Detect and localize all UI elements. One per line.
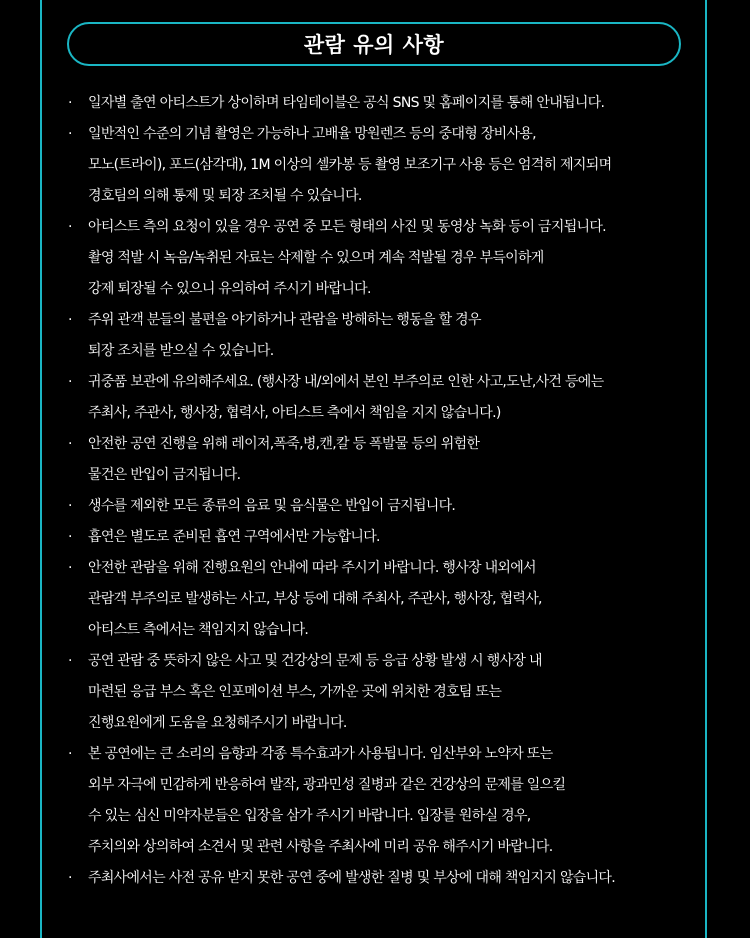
bullet-icon: ·	[68, 219, 73, 235]
notice-line: 생수를 제외한 모든 종류의 음료 및 음식물은 반입이 금지됩니다.	[88, 498, 456, 514]
notice-line: 본 공연에는 큰 소리의 음향과 각종 특수효과가 사용됩니다. 임산부와 노약자 또는	[88, 746, 553, 762]
notice-item	[68, 305, 688, 367]
bullet-icon: ·	[68, 529, 73, 545]
notice-line: 주치의와 상의하여 소견서 및 관련 사항을 주최사에 미리 공유 해주시기 바랍니다.	[88, 839, 553, 855]
notice-item	[68, 522, 688, 553]
bullet-icon: ·	[68, 870, 73, 886]
bullet-icon: ·	[68, 374, 73, 390]
notice-item	[68, 553, 688, 646]
notice-item	[68, 212, 688, 305]
bullet-icon: ·	[68, 436, 73, 452]
notice-line: 강제 퇴장될 수 있으니 유의하여 주시기 바랍니다.	[88, 281, 371, 297]
notice-line: 귀중품 보관에 유의해주세요. (행사장 내/외에서 본인 부주의로 인한 사고,도난,사건 등에는	[88, 374, 604, 390]
notice-line: 아티스트 측의 요청이 있을 경우 공연 중 모든 형태의 사진 및 동영상 녹화 등이 금지됩니다.	[88, 219, 606, 235]
notice-item	[68, 739, 688, 863]
notice-line: 안전한 관람을 위해 진행요원의 안내에 따라 주시기 바랍니다. 행사장 내외에서	[88, 560, 536, 576]
notice-item	[68, 367, 688, 429]
notice-line: 물건은 반입이 금지됩니다.	[88, 467, 241, 483]
notice-item	[68, 863, 688, 894]
notice-line: 아티스트 측에서는 책임지지 않습니다.	[88, 622, 309, 638]
notice-line: 주최사에서는 사전 공유 받지 못한 공연 중에 발생한 질병 및 부상에 대해 책임지지 않습니다.	[88, 870, 615, 886]
notice-line: 촬영 적발 시 녹음/녹취된 자료는 삭제할 수 있으며 계속 적발될 경우 부득이하게	[88, 250, 544, 266]
notice-text	[88, 646, 688, 739]
notice-line: 일자별 출연 아티스트가 상이하며 타임테이블은 공식 SNS 및 홈페이지를 통해 안내됩니다.	[88, 95, 605, 111]
notice-line: 모노(트라이), 포드(삼각대), 1M 이상의 셀카봉 등 촬영 보조기구 사용 등은 엄격히 제지되며	[88, 157, 612, 173]
bullet-icon: ·	[68, 126, 73, 142]
notice-line: 흡연은 별도로 준비된 흡연 구역에서만 가능합니다.	[88, 529, 380, 545]
notice-text	[88, 429, 688, 491]
notice-text	[88, 305, 688, 367]
notice-line: 외부 자극에 민감하게 반응하여 발작, 광과민성 질병과 같은 건강상의 문제를 일으킬	[88, 777, 566, 793]
title-banner	[67, 22, 681, 66]
notice-line: 진행요원에게 도움을 요청해주시기 바랍니다.	[88, 715, 347, 731]
bullet-icon: ·	[68, 653, 73, 669]
notice-line: 마련된 응급 부스 혹은 인포메이션 부스, 가까운 곳에 위치한 경호팀 또는	[88, 684, 502, 700]
notice-line: 주위 관객 분들의 불편을 야기하거나 관람을 방해하는 행동을 할 경우	[88, 312, 481, 328]
notice-text	[88, 88, 688, 119]
notice-text	[88, 553, 688, 646]
notice-list	[68, 88, 688, 894]
notice-item	[68, 646, 688, 739]
bullet-icon: ·	[68, 560, 73, 576]
notice-item	[68, 88, 688, 119]
notice-line: 경호팀의 의해 통제 및 퇴장 조치될 수 있습니다.	[88, 188, 362, 204]
notice-line: 공연 관람 중 뜻하지 않은 사고 및 건강상의 문제 등 응급 상황 발생 시 행사장 내	[88, 653, 542, 669]
notice-text	[88, 522, 688, 553]
notice-line: 주최사, 주관사, 행사장, 협력사, 아티스트 측에서 책임을 지지 않습니다.)	[88, 405, 501, 421]
bullet-icon: ·	[68, 95, 73, 111]
notice-line: 수 있는 심신 미약자분들은 입장을 삼가 주시기 바랍니다. 입장를 원하실 경우,	[88, 808, 531, 824]
notice-text	[88, 212, 688, 305]
notice-line: 일반적인 수준의 기념 촬영은 가능하나 고배율 망원렌즈 등의 중대형 장비사용,	[88, 126, 536, 142]
notice-line: 안전한 공연 진행을 위해 레이저,폭죽,병,캔,칼 등 폭발물 등의 위험한	[88, 436, 480, 452]
notice-text	[88, 739, 688, 863]
notice-line: 관람객 부주의로 발생하는 사고, 부상 등에 대해 주최사, 주관사, 행사장, 협력사,	[88, 591, 542, 607]
notice-text	[88, 491, 688, 522]
notice-text	[88, 119, 688, 212]
page-title: 관람 유의 사항	[303, 33, 445, 57]
bullet-icon: ·	[68, 498, 73, 514]
notice-text	[88, 367, 688, 429]
notice-line: 퇴장 조치를 받으실 수 있습니다.	[88, 343, 274, 359]
notice-text	[88, 863, 688, 894]
notice-item	[68, 429, 688, 491]
bullet-icon: ·	[68, 746, 73, 762]
notice-item	[68, 491, 688, 522]
bullet-icon: ·	[68, 312, 73, 328]
notice-item	[68, 119, 688, 212]
